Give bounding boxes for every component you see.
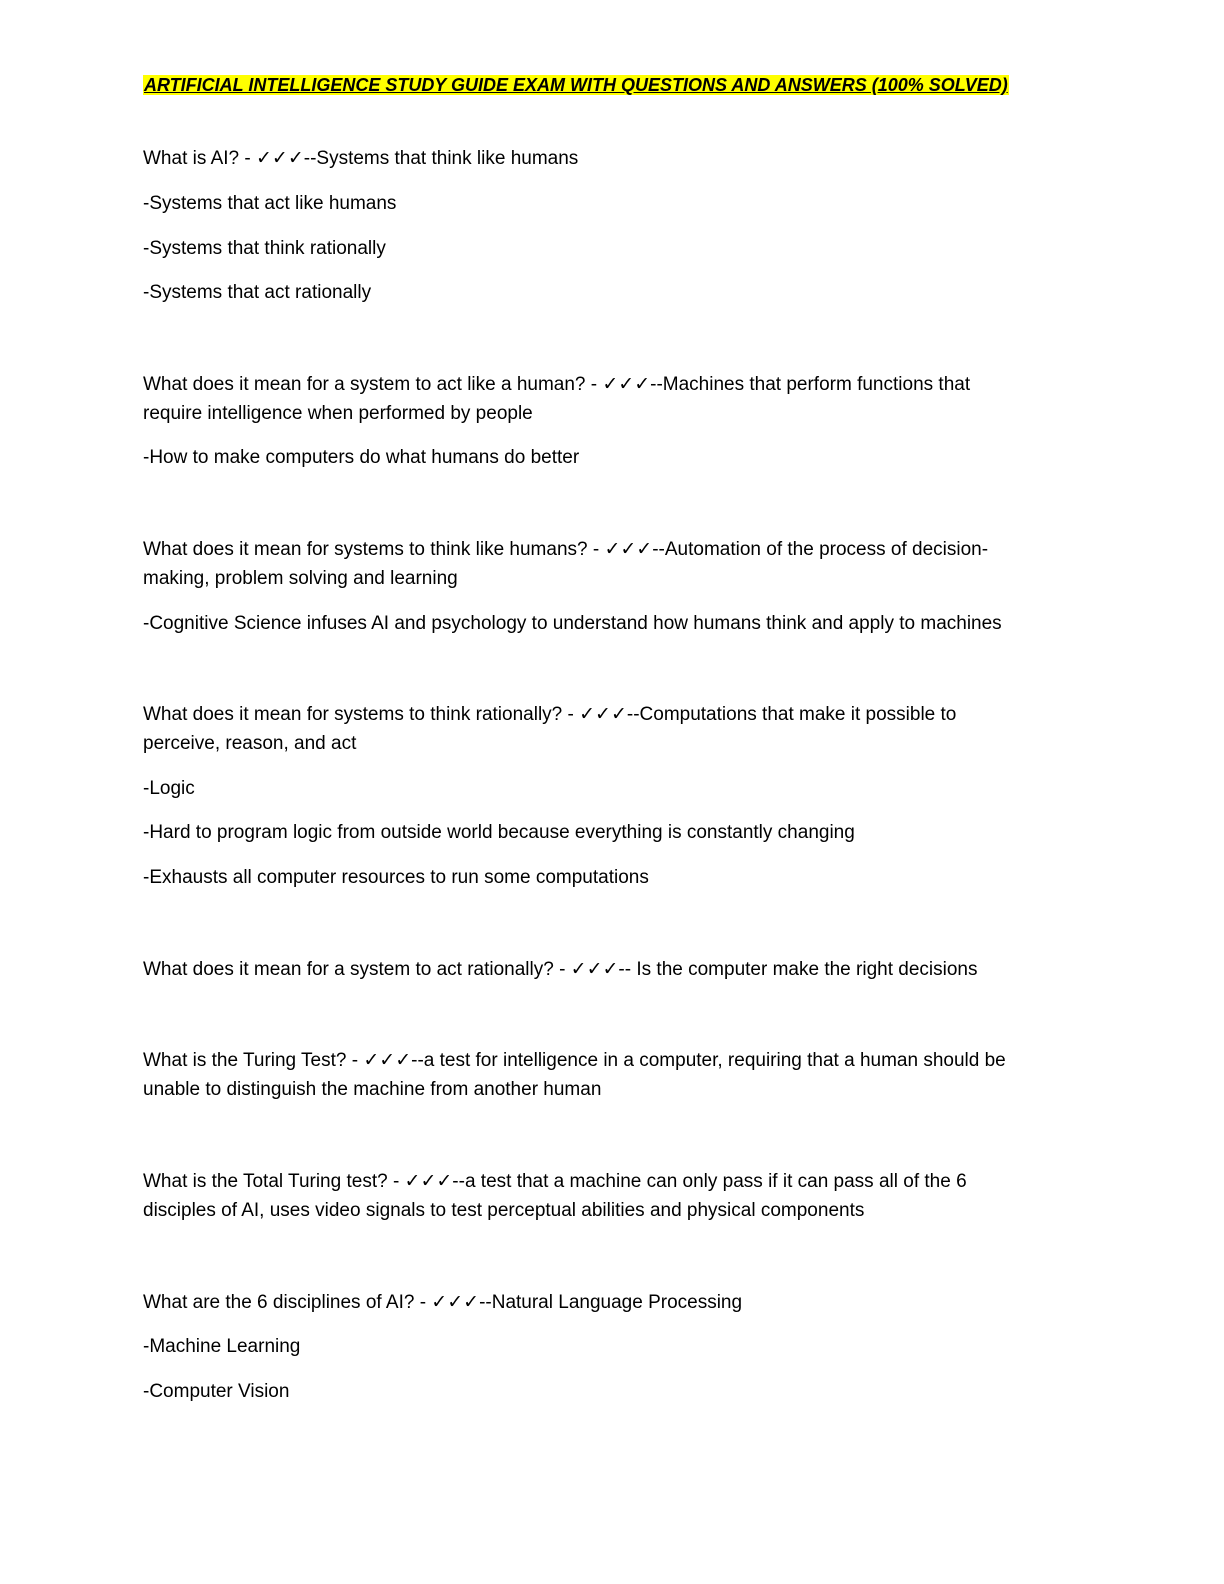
- qa-line: -Cognitive Science infuses AI and psychology to understand how humans think and apply to machines: [143, 613, 1002, 634]
- qa-line: What does it mean for systems to think like humans? - ✓✓✓--Automation of the process of decision-: [143, 539, 989, 560]
- qa-line: -How to make computers do what humans do better: [143, 447, 580, 468]
- qa-line: -Hard to program logic from outside world because everything is constantly changing: [143, 822, 855, 843]
- title-highlight: ARTIFICIAL INTELLIGENCE STUDY GUIDE EXAM WITH QUESTIONS AND ANSWERS (100% SOLVED): [144, 75, 1008, 95]
- qa-line: What does it mean for a system to act like a human? - ✓✓✓--Machines that perform functions that: [143, 374, 971, 395]
- document-title: [143, 73, 1009, 97]
- qa-line: -Computer Vision: [143, 1381, 290, 1402]
- qa-line: -Logic: [143, 778, 195, 799]
- qa-line: -Systems that act like humans: [143, 193, 397, 214]
- qa-line: What does it mean for a system to act rationally? - ✓✓✓-- Is the computer make the right decisions: [143, 959, 978, 980]
- qa-line: perceive, reason, and act: [143, 733, 357, 754]
- qa-line: What does it mean for systems to think rationally? - ✓✓✓--Computations that make it possible to: [143, 704, 957, 725]
- qa-line: -Systems that think rationally: [143, 238, 386, 259]
- qa-line: What is the Total Turing test? - ✓✓✓--a test that a machine can only pass if it can pass all of the 6: [143, 1171, 967, 1192]
- qa-line: require intelligence when performed by people: [143, 403, 533, 424]
- qa-line: What is the Turing Test? - ✓✓✓--a test for intelligence in a computer, requiring that a human should be: [143, 1050, 1006, 1071]
- qa-line: unable to distinguish the machine from another human: [143, 1079, 602, 1100]
- qa-line: making, problem solving and learning: [143, 568, 458, 589]
- qa-line: What are the 6 disciplines of AI? - ✓✓✓--Natural Language Processing: [143, 1292, 743, 1313]
- qa-line: -Machine Learning: [143, 1336, 301, 1357]
- qa-line: What is AI? - ✓✓✓--Systems that think like humans: [143, 148, 579, 169]
- qa-line: disciples of AI, uses video signals to test perceptual abilities and physical components: [143, 1200, 865, 1221]
- qa-line: -Exhausts all computer resources to run some computations: [143, 867, 649, 888]
- qa-line: -Systems that act rationally: [143, 282, 372, 303]
